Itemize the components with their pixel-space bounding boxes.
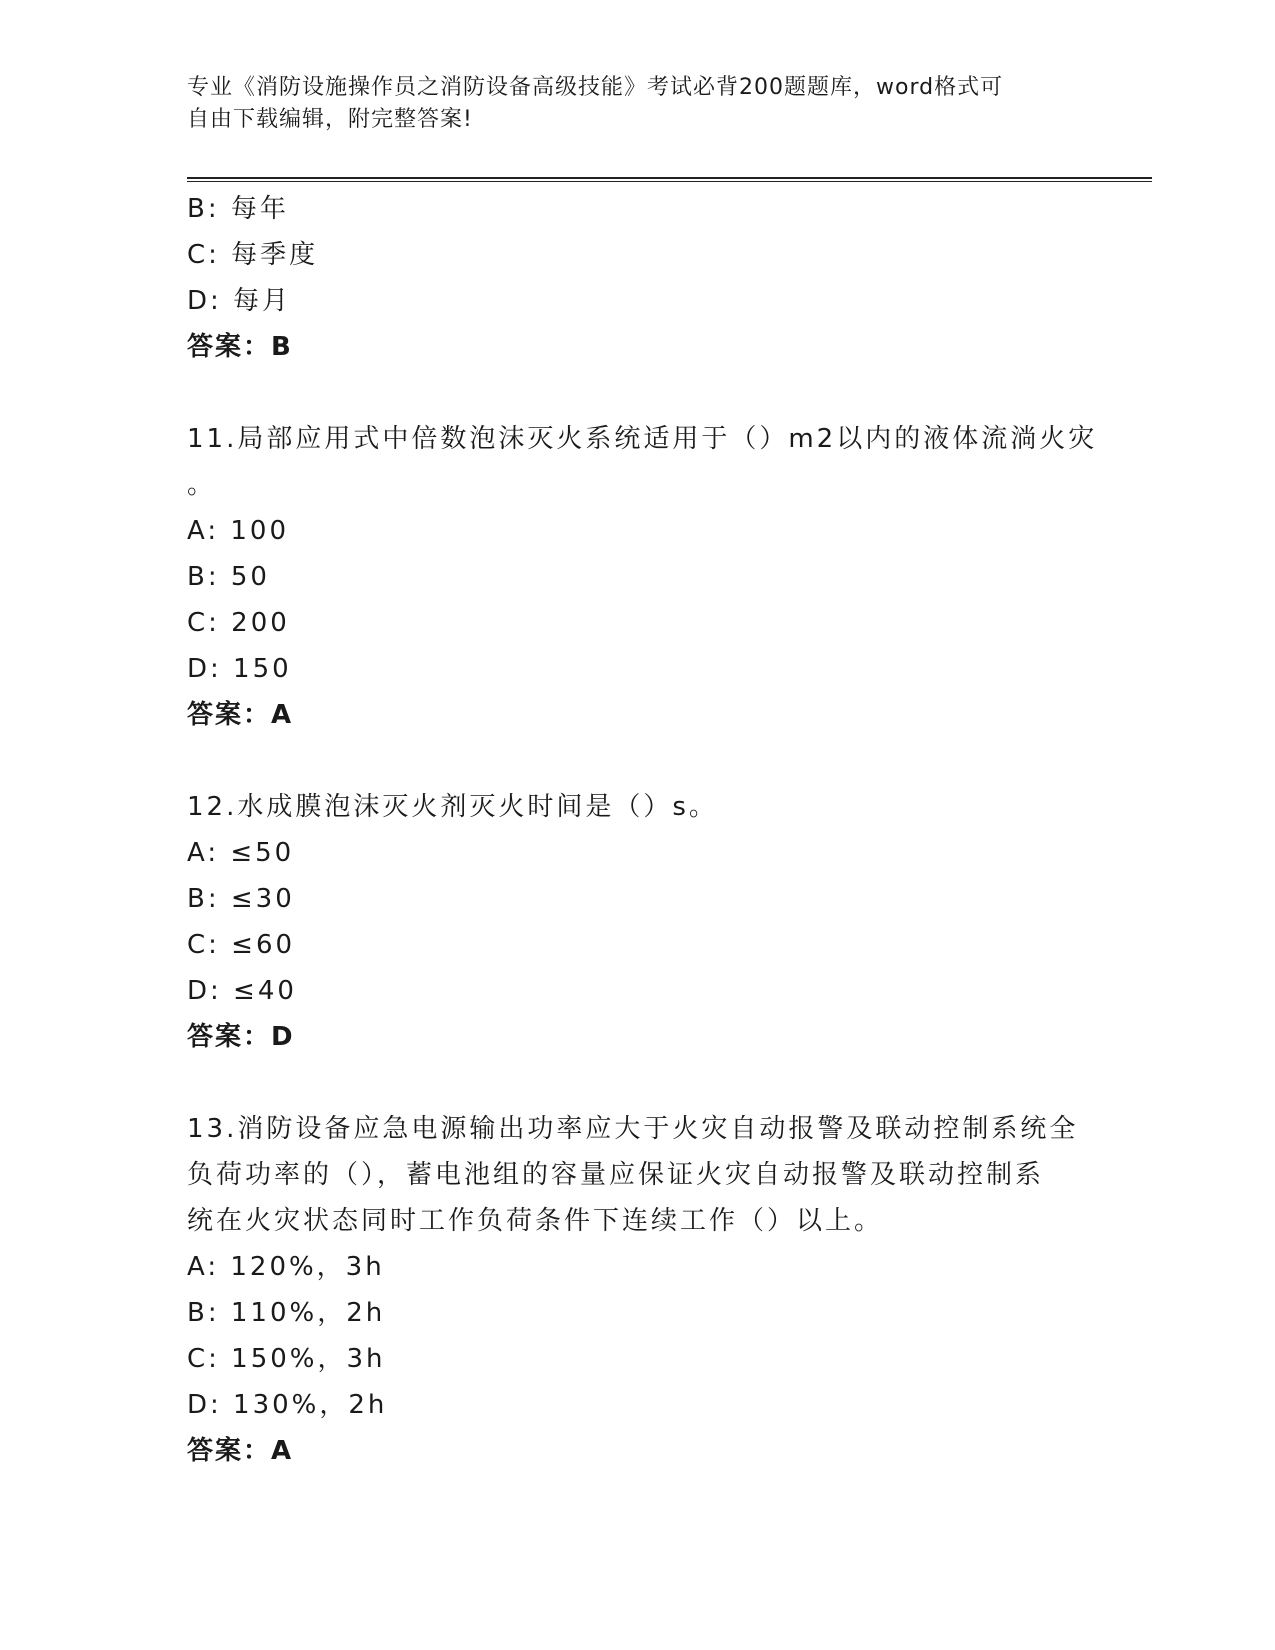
answer-line: 答案：A xyxy=(187,1436,294,1466)
option-c: C: 150%，3h xyxy=(187,1344,386,1374)
question-list xyxy=(187,186,1098,1474)
question-text: 11.局部应用式中倍数泡沫灭火系统适用于（）m2以内的液体流淌火灾 xyxy=(187,424,1098,454)
header-divider xyxy=(187,177,1152,182)
answer-line: 答案：B xyxy=(187,332,293,362)
answer-line: 答案：D xyxy=(187,1022,295,1052)
header-line-2: 自由下载编辑，附完整答案! xyxy=(187,107,473,132)
option-a: A: 100 xyxy=(187,516,289,546)
option-d: D: 150 xyxy=(187,654,292,684)
option-d: D: ≤40 xyxy=(187,976,297,1006)
option-d: D: 每月 xyxy=(187,286,292,316)
question-text: 12.水成膜泡沫灭火剂灭火时间是（）s。 xyxy=(187,792,718,822)
question-13 xyxy=(187,1106,1087,1474)
question-text: 。 xyxy=(187,470,217,500)
option-d: D: 130%，2h xyxy=(187,1390,388,1420)
question-fragment xyxy=(187,186,1087,370)
option-c: C: 200 xyxy=(187,608,290,638)
header-line-1: 专业《消防设施操作员之消防设备高级技能》考试必背200题题库，word格式可 xyxy=(187,75,1004,100)
question-11 xyxy=(187,416,1098,738)
option-a: A: ≤50 xyxy=(187,838,295,868)
option-b: B: 50 xyxy=(187,562,270,592)
question-12 xyxy=(187,784,1087,1060)
option-c: C: ≤60 xyxy=(187,930,296,960)
option-c: C: 每季度 xyxy=(187,240,319,270)
answer-line: 答案：A xyxy=(187,700,294,730)
page-header xyxy=(187,72,1087,136)
question-text: 负荷功率的（），蓄电池组的容量应保证火灾自动报警及联动控制系 xyxy=(187,1160,1045,1190)
option-a: A: 120%，3h xyxy=(187,1252,385,1282)
question-text: 13.消防设备应急电源输出功率应大于火灾自动报警及联动控制系统全 xyxy=(187,1114,1079,1144)
option-b: B: 110%，2h xyxy=(187,1298,386,1328)
option-b: B: ≤30 xyxy=(187,884,295,914)
question-text: 统在火灾状态同时工作负荷条件下连续工作（）以上。 xyxy=(187,1206,884,1236)
option-b: B: 每年 xyxy=(187,194,289,224)
